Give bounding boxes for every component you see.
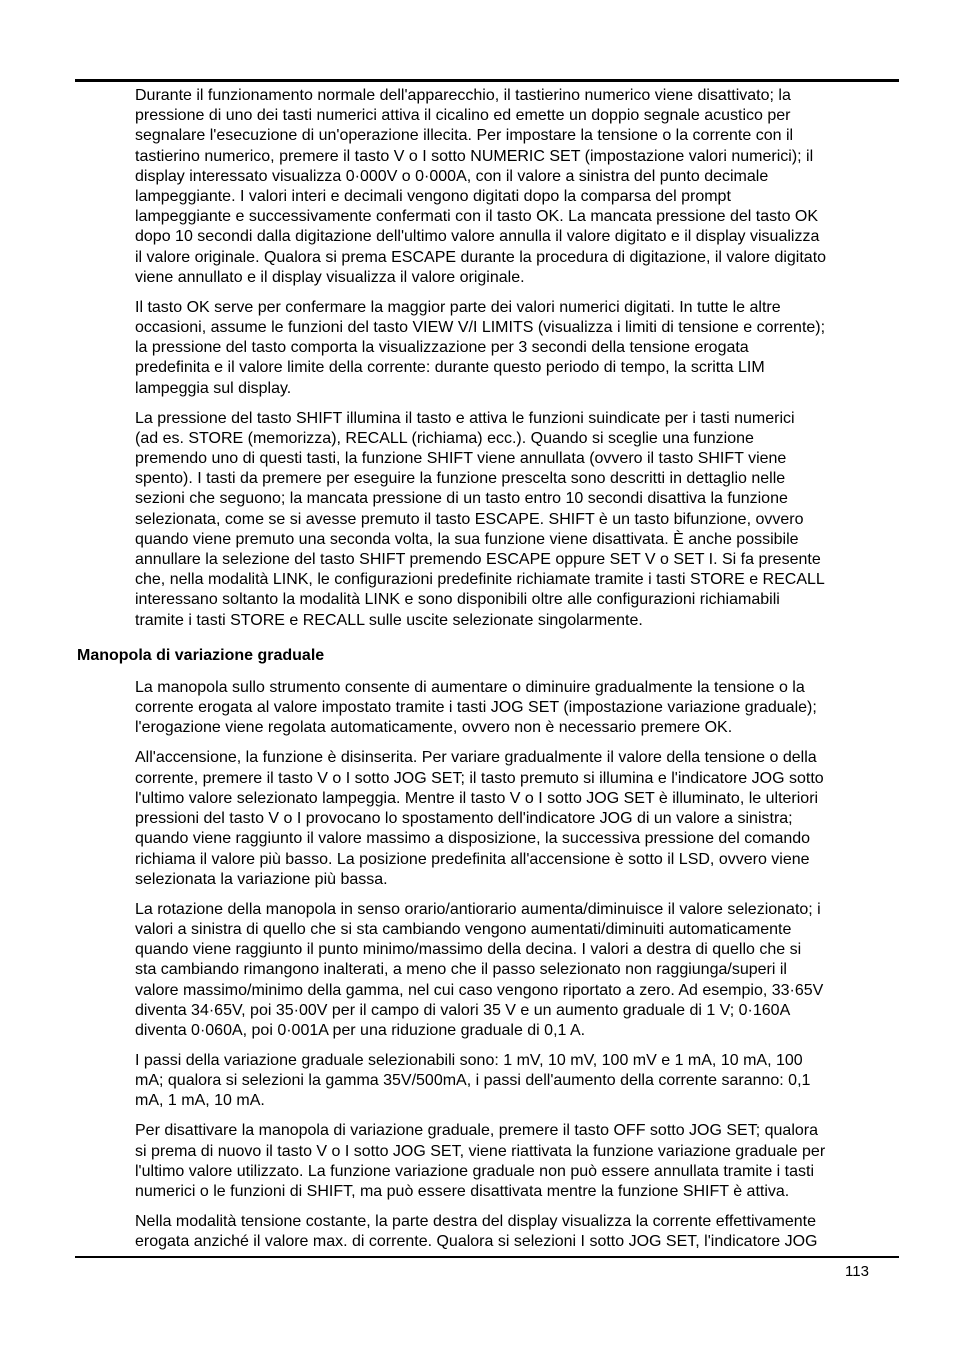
text-line: annullare la selezione del tasto SHIFT premendo ESCAPE oppure SET V o SET I. Si fa presente	[135, 551, 821, 569]
text-line: sta cambiando rimangono inalterati, a meno che il passo selezionato non raggiunga/superi il	[135, 961, 787, 979]
text-line: occasioni, assume le funzioni del tasto VIEW V/I LIMITS (visualizza i limiti di tensione e corrente);	[135, 319, 826, 337]
text-line: l'ultimo valore selezionato lampeggia. Mentre il tasto V o I sotto JOG SET è illuminato, le ulteriori	[135, 789, 819, 807]
paragraph	[135, 1121, 905, 1202]
text-line: viene annullato e il display visualizza il valore originale.	[135, 268, 525, 286]
text-line: display interessato visualizza 0·000V o 0·000A, con il valore a sinistra del punto decimale	[135, 167, 769, 185]
text-line: richiama il valore più basso. La posizione predefinita all'accensione è sotto il LSD, ovvero viene	[135, 850, 810, 868]
text-line: valore massimo/minimo della gamma, nel cui caso vengono riportato a zero. Ad esempio, 33·65V	[135, 981, 824, 999]
text-line: Per disattivare la manopola di variazione graduale, premere il tasto OFF sotto JOG SET; qualora	[135, 1122, 818, 1140]
paragraph	[135, 1051, 905, 1112]
text-line: Nella modalità tensione costante, la parte destra del display visualizza la corrente effettivamente	[135, 1212, 816, 1230]
text-line: tastierino numerico, premere il tasto V o I sotto NUMERIC SET (impostazione valori numerici); il	[135, 147, 814, 165]
text-line: mA; qualora si selezioni la gamma 35V/500mA, i passi dell'aumento della corrente saranno: 0,1	[135, 1072, 811, 1090]
text-line: numerici o le funzioni di SHIFT, ma può essere disattivata mentre la funzione SHIFT è attiva.	[135, 1182, 790, 1200]
text-line: tramite i tasti STORE e RECALL sulle uscite selezionate singolarmente.	[135, 611, 643, 629]
bottom-rule	[75, 1256, 899, 1258]
text-line: che, nella modalità LINK, le configurazioni predefinite richiamate tramite i tasti STORE e RECALL	[135, 571, 825, 589]
text-line: corrente, premere il tasto V o I sotto JOG SET; il tasto premuto si illumina e l'indicatore JOG sotto	[135, 769, 824, 787]
text-line: erogata anziché il valore max. di corrente. Qualora si selezioni I sotto JOG SET, l'indicatore JOG	[135, 1233, 818, 1251]
text-line: La pressione del tasto SHIFT illumina il tasto e attiva le funzioni suindicate per i tasti numerici	[135, 409, 795, 427]
text-line: l'ultimo valore utilizzato. La funzione variazione graduale non può essere annullata tramite i tasti	[135, 1162, 814, 1180]
text-line: valori a sinistra di quello che si sta cambiando vengono aumentati/diminuiti automaticamente	[135, 920, 792, 938]
text-line: La rotazione della manopola in senso orario/antiorario aumenta/diminuisce il valore selezionato; i	[135, 900, 821, 918]
text-line: spento). I tasti da premere per eseguire la funzione prescelta sono descritti in dettaglio nelle	[135, 470, 786, 488]
page-number: 113	[845, 1263, 869, 1280]
text-line: il valore originale. Qualora si prema ESCAPE durante la procedura di digitazione, il valore digitato	[135, 248, 827, 266]
text-line: diventa 0·060A, poi 0·001A per una riduzione graduale di 0,1 A.	[135, 1021, 586, 1039]
text-line: lampeggia sul display.	[135, 379, 292, 397]
text-line: l'erogazione viene regolata automaticamente, ovvero non è necessario premere OK.	[135, 719, 733, 737]
text-line: pressioni del tasto V o I provocano lo spostamento dell'indicatore JOG di un valore a sinistra;	[135, 810, 793, 828]
page-body	[0, 86, 954, 1262]
text-line: sezioni che seguono; la mancata pressione di un tasto entro 10 secondi disattiva la funzione	[135, 490, 788, 508]
text-line: interessano soltanto la modalità LINK e sono disponibili oltre alle configurazioni richiamabili	[135, 591, 780, 609]
text-line: premendo uno di questi tasti, la funzione SHIFT viene annullata (ovvero il tasto SHIFT viene	[135, 450, 787, 468]
text-line: All'accensione, la funzione è disinserita. Per variare gradualmente il valore della tensione o della	[135, 749, 817, 767]
text-line: quando viene raggiunto il punto minimo/massimo della decina. I valori a destra di quello che si	[135, 941, 802, 959]
text-line: mA, 1 mA, 10 mA.	[135, 1092, 265, 1110]
text-line: I passi della variazione graduale selezionabili sono: 1 mV, 10 mV, 100 mV e 1 mA, 10 mA, 100	[135, 1051, 803, 1069]
text-line: segnalare l'esecuzione di un'operazione illecita. Per impostare la tensione o la corrente con il	[135, 127, 794, 145]
text-line: predefinita e il valore limite della corrente: durante questo periodo di tempo, la scritta LIM	[135, 359, 765, 377]
text-line: lampeggiante e successivamente confermati con il tasto OK. La mancata pressione del tasto OK	[135, 208, 819, 226]
text-line: La manopola sullo strumento consente di aumentare o diminuire gradualmente la tensione o la	[135, 679, 805, 697]
text-line: Il tasto OK serve per confermare la maggior parte dei valori numerici digitati. In tutte le altre	[135, 298, 781, 316]
paragraph	[135, 1212, 905, 1252]
text-line: si prema di nuovo il tasto V o I sotto JOG SET, viene riattivata la funzione variazione graduale per	[135, 1142, 826, 1160]
paragraph	[135, 409, 905, 631]
text-line: diventa 34·65V, poi 35·00V per il campo di valori 35 V e un aumento graduale di 1 V; 0·160A	[135, 1001, 791, 1019]
text-line: Durante il funzionamento normale dell'apparecchio, il tastierino numerico viene disattivato; la	[135, 87, 791, 104]
text-line: selezionata la variazione più bassa.	[135, 870, 388, 888]
text-line: selezionata, come se si avesse premuto il tasto ESCAPE. SHIFT è un tasto bifunzione, ovvero	[135, 510, 804, 528]
text-line: (ad es. STORE (memorizza), RECALL (richiama) ecc.). Quando si sceglie una funzione	[135, 429, 754, 447]
text-line: la pressione del tasto comporta la visualizzazione per 3 secondi della tensione erogata	[135, 339, 749, 357]
top-rule	[75, 79, 899, 82]
paragraph	[135, 900, 905, 1041]
paragraph	[135, 298, 905, 399]
section-heading: Manopola di variazione graduale	[77, 646, 325, 664]
paragraph	[135, 86, 905, 288]
text-line: corrente erogata al valore impostato tramite i tasti JOG SET (impostazione variazione graduale);	[135, 699, 817, 717]
paragraph	[135, 748, 905, 889]
text-line: lampeggiante. I valori interi e decimali vengono digitati dopo la comparsa del prompt	[135, 188, 731, 206]
text-line: dopo 10 secondi dalla digitazione dell'ultimo valore annulla il valore digitato e il display visualizza	[135, 228, 820, 246]
text-line: quando viene raggiunto il valore massimo a disposizione, la successiva pressione del comando	[135, 830, 811, 848]
text-line: pressione di uno dei tasti numerici attiva il cicalino ed emette un doppio segnale acustico per	[135, 107, 791, 125]
text-line: quando viene premuto una seconda volta, la sua funzione viene disattivata. È anche possibile	[135, 530, 799, 548]
paragraph	[135, 678, 905, 739]
